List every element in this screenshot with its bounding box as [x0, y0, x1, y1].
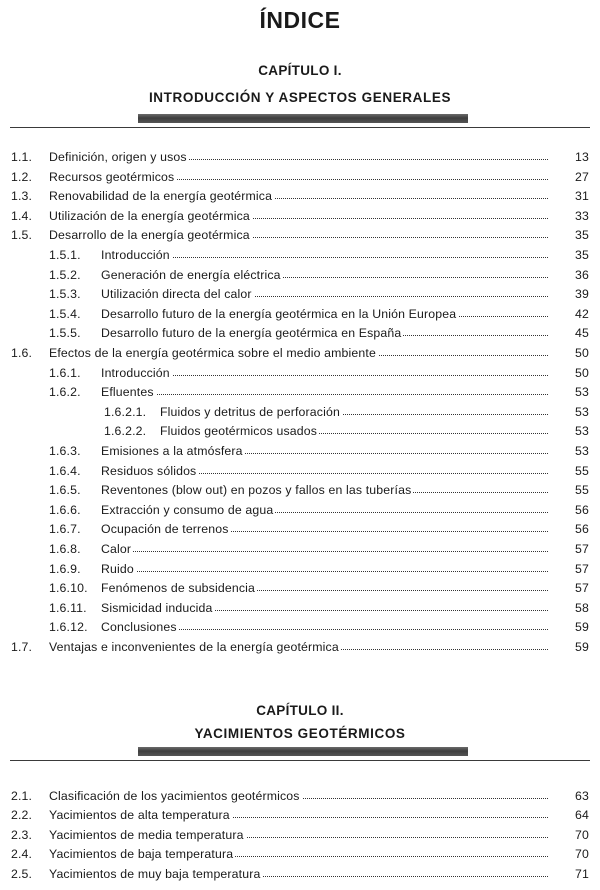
toc-entry [0, 266, 600, 285]
toc-entry [0, 305, 600, 324]
chapter-2-rule-line [10, 760, 590, 761]
toc-entry-number: 1.6. [11, 346, 33, 360]
toc-entry-title: Conclusiones [101, 618, 179, 637]
toc-entry [0, 383, 600, 402]
toc-entry-title: Yacimientos de muy baja temperatura [49, 865, 262, 884]
toc-entry-number: 1.6.4. [49, 463, 81, 478]
toc-entry-page: 53 [575, 424, 589, 439]
toc-entry-number: 1.7. [11, 640, 33, 654]
toc-entry-page: 55 [575, 483, 589, 498]
chapter-1-rule-line [10, 127, 590, 128]
toc-entry [0, 246, 600, 265]
toc-entry-title: Extracción y consumo de agua [101, 501, 275, 520]
toc-entry [0, 207, 600, 226]
toc-entry-page: 70 [575, 847, 589, 862]
toc-entry-title: Desarrollo futuro de la energía geotérmica en España [101, 324, 403, 343]
toc-entry-page: 63 [575, 789, 589, 803]
toc-entry [0, 618, 600, 637]
toc-entry-page: 33 [575, 208, 589, 223]
toc-entry-number: 1.5.5. [49, 326, 81, 341]
toc-entry-title: Reventones (blow out) en pozos y fallos en las tuberías [101, 481, 413, 500]
toc-entry [0, 520, 600, 539]
toc-entry [0, 442, 600, 461]
toc-entry-number: 1.5.1. [49, 248, 81, 262]
toc-leader-dots [101, 551, 548, 552]
toc-entry-title: Fluidos geotérmicos usados [160, 422, 319, 441]
toc-entry-page: 57 [575, 561, 589, 576]
toc-entry [0, 285, 600, 304]
toc-entry-number: 2.1. [11, 789, 33, 803]
toc-entry-number: 2.2. [11, 808, 33, 823]
toc-entry-number: 2.3. [11, 827, 33, 842]
toc-entry-title: Fenómenos de subsidencia [101, 579, 257, 598]
toc-entry-title: Clasificación de los yacimientos geotérmicos [49, 787, 302, 806]
toc-entry-title: Yacimientos de baja temperatura [49, 845, 235, 864]
toc-entry-title: Ruido [101, 560, 136, 579]
chapter-1-number: CAPÍTULO I. [258, 63, 342, 78]
toc-entry-title: Renovabilidad de la energía geotérmica [49, 187, 274, 206]
toc-entry-page: 35 [575, 228, 589, 243]
toc-entry-page: 36 [575, 267, 589, 282]
toc-entry-title: Fluidos y detritus de perforación [160, 403, 342, 422]
toc-entry-number: 1.6.7. [49, 522, 81, 537]
toc-entry [0, 599, 600, 618]
toc-entry-title: Definición, origen y usos [49, 148, 189, 167]
toc-entry-number: 1.6.2.1. [104, 404, 147, 419]
toc-entry-title: Desarrollo de la energía geotérmica [49, 226, 252, 245]
toc-entry-page: 53 [575, 404, 589, 419]
toc-entry-title: Yacimientos de alta temperatura [49, 806, 232, 825]
chapter-2-name: YACIMIENTOS GEOTÉRMICOS [194, 726, 406, 741]
toc-entry-number: 1.6.12. [49, 620, 88, 635]
toc-entry-number: 2.4. [11, 847, 33, 862]
toc-entry-number: 1.4. [11, 208, 33, 223]
toc-entry-title: Sismicidad inducida [101, 599, 215, 618]
toc-entry-title: Introducción [101, 246, 172, 265]
toc-entry-number: 1.6.2. [49, 385, 81, 400]
toc-entry-page: 53 [575, 444, 589, 458]
toc-entry-page: 55 [575, 463, 589, 478]
toc-entry [0, 845, 600, 864]
toc-entry-page: 56 [575, 502, 589, 517]
toc-entry-title: Emisiones a la atmósfera [101, 442, 245, 461]
toc-leader-dots [101, 394, 548, 395]
toc-entry [0, 787, 600, 806]
toc-entry [0, 501, 600, 520]
toc-entry-title: Residuos sólidos [101, 462, 198, 481]
toc-entry [0, 148, 600, 167]
toc-entry-title: Efectos de la energía geotérmica sobre el medio ambiente [49, 344, 378, 363]
toc-entry-page: 57 [575, 542, 589, 556]
toc-entry-number: 1.5.4. [49, 306, 81, 321]
toc-entry [0, 226, 600, 245]
toc-entry-number: 1.6.2.2. [104, 424, 147, 439]
toc-entry [0, 638, 600, 657]
toc-entry-title: Generación de energía eléctrica [101, 266, 283, 285]
toc-entry [0, 481, 600, 500]
chapter-2-number: CAPÍTULO II. [256, 703, 344, 718]
toc-entry-number: 1.1. [11, 150, 33, 164]
toc-entry-page: 64 [575, 808, 589, 823]
toc-entry-number: 1.5. [11, 228, 33, 243]
toc-entry [0, 462, 600, 481]
toc-entry-page: 50 [575, 365, 589, 380]
toc-entry-page: 57 [575, 581, 589, 596]
toc-entry-page: 59 [575, 620, 589, 635]
toc-entry [0, 324, 600, 343]
toc-entry-title: Utilización de la energía geotérmica [49, 207, 252, 226]
toc-entry-number: 1.6.3. [49, 444, 81, 458]
toc-entry-number: 1.6.11. [49, 600, 87, 615]
toc-entry [0, 187, 600, 206]
page-title: ÍNDICE [259, 7, 341, 33]
toc-entry-number: 1.3. [11, 189, 33, 204]
toc-entry-page: 31 [575, 189, 589, 204]
toc-entry-page: 13 [575, 150, 589, 164]
toc-entry-number: 1.2. [11, 169, 33, 184]
toc-entry-number: 1.6.6. [49, 502, 81, 517]
toc-entry-page: 56 [575, 522, 589, 537]
toc-entry [0, 806, 600, 825]
chapter-1-rule [138, 114, 468, 123]
toc-entry [0, 344, 600, 363]
toc-entry-title: Recursos geotérmicos [49, 168, 176, 187]
toc-entry-title: Desarrollo futuro de la energía geotérmica en la Unión Europea [101, 305, 458, 324]
toc-entry-page: 53 [575, 385, 589, 400]
chapter-2-rule [138, 747, 468, 756]
toc-entry-title: Introducción [101, 364, 172, 383]
toc-entry [0, 579, 600, 598]
toc-entry-title: Calor [101, 540, 133, 559]
toc-entry [0, 168, 600, 187]
toc-entry-page: 45 [575, 326, 589, 341]
toc-entry-number: 1.5.3. [49, 287, 81, 302]
toc-entry-title: Ventajas e inconvenientes de la energía geotérmica [49, 638, 341, 657]
toc-entry-title: Ocupación de terrenos [101, 520, 231, 539]
toc-entry [0, 560, 600, 579]
toc-entry-number: 1.6.1. [49, 365, 81, 380]
toc-entry-title: Utilización directa del calor [101, 285, 254, 304]
toc-entry [0, 865, 600, 884]
toc-entry-page: 70 [575, 827, 589, 842]
toc-entry-number: 1.6.9. [49, 561, 81, 576]
toc-entry [0, 403, 600, 422]
toc-entry-page: 39 [575, 287, 589, 302]
toc-entry-number: 1.5.2. [49, 267, 81, 282]
toc-entry-title: Efluentes [101, 383, 156, 402]
toc-entry-page: 59 [575, 640, 589, 654]
chapter-1-name: INTRODUCCIÓN Y ASPECTOS GENERALES [148, 90, 452, 105]
toc-entry-number: 1.6.8. [49, 542, 81, 556]
toc-entry-title: Yacimientos de media temperatura [49, 826, 246, 845]
toc-entry-page: 27 [575, 169, 589, 184]
toc-entry-page: 35 [575, 248, 589, 262]
toc-entry-page: 58 [575, 600, 589, 615]
toc-entry-page: 42 [575, 306, 589, 321]
toc-entry [0, 540, 600, 559]
toc-entry-number: 1.6.10. [49, 581, 88, 596]
toc-entry [0, 826, 600, 845]
toc-entry [0, 364, 600, 383]
toc-entry-number: 2.5. [11, 866, 33, 881]
toc-entry-number: 1.6.5. [49, 483, 81, 498]
toc-leader-dots [101, 571, 548, 572]
toc-entry-page: 50 [575, 346, 589, 360]
toc-entry-page: 71 [575, 866, 589, 881]
toc-entry [0, 422, 600, 441]
